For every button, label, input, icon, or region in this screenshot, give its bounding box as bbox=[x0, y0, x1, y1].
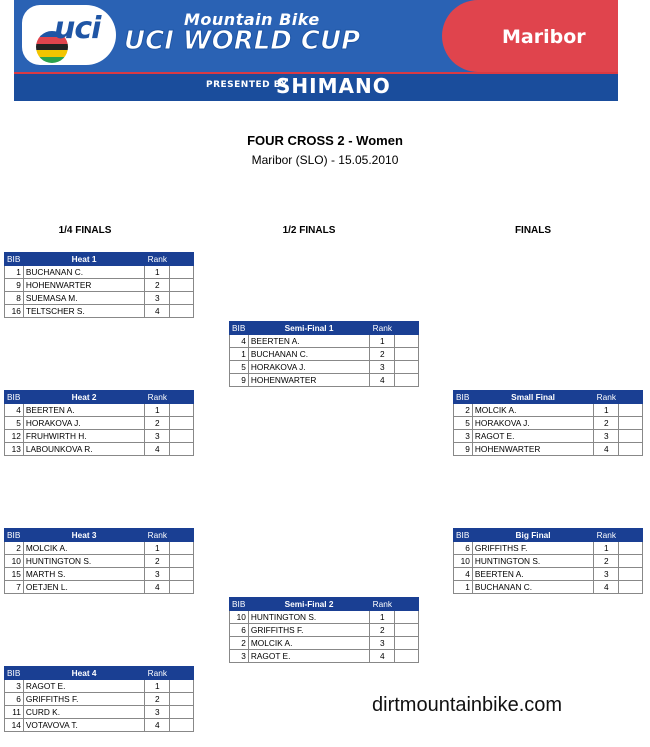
rank-cell: 1 bbox=[145, 404, 170, 417]
blank-cell bbox=[170, 443, 194, 456]
rank-header: Rank bbox=[145, 253, 170, 266]
bib-cell: 3 bbox=[454, 430, 473, 443]
bib-cell: 9 bbox=[230, 374, 249, 387]
table-row bbox=[5, 719, 194, 732]
table-row bbox=[454, 430, 643, 443]
rider-name-cell: TELTSCHER S. bbox=[23, 305, 144, 318]
heat-title: Big Final bbox=[472, 529, 593, 542]
results-table bbox=[453, 390, 643, 456]
rider-name-cell: RAGOT E. bbox=[248, 650, 369, 663]
venue-name: Maribor bbox=[502, 26, 586, 48]
blank-header-cell bbox=[170, 253, 194, 266]
results-table bbox=[4, 666, 194, 732]
blank-cell bbox=[170, 706, 194, 719]
results-table bbox=[453, 528, 643, 594]
rank-cell: 1 bbox=[145, 680, 170, 693]
results-table bbox=[4, 390, 194, 456]
table-row bbox=[5, 555, 194, 568]
semi-final-1-table bbox=[229, 321, 419, 387]
rank-cell: 1 bbox=[145, 542, 170, 555]
rider-name-cell: BEERTEN A. bbox=[23, 404, 144, 417]
blank-header-cell bbox=[170, 667, 194, 680]
table-row bbox=[230, 374, 419, 387]
rank-header: Rank bbox=[594, 391, 619, 404]
bib-cell: 8 bbox=[5, 292, 24, 305]
blank-cell bbox=[395, 374, 419, 387]
round-heading-quarter: 1/4 FINALS bbox=[58, 225, 112, 236]
bib-header: BIB bbox=[5, 253, 24, 266]
blank-cell bbox=[395, 637, 419, 650]
blank-cell bbox=[395, 650, 419, 663]
rider-name-cell: OETJEN L. bbox=[23, 581, 144, 594]
heat-table-1 bbox=[4, 252, 194, 318]
rider-name-cell: HOHENWARTER bbox=[248, 374, 369, 387]
bib-header: BIB bbox=[5, 529, 24, 542]
rider-name-cell: GRIFFITHS F. bbox=[472, 542, 593, 555]
bib-cell: 14 bbox=[5, 719, 24, 732]
bib-header: BIB bbox=[454, 529, 473, 542]
bib-cell: 6 bbox=[230, 624, 249, 637]
bib-cell: 2 bbox=[230, 637, 249, 650]
blank-cell bbox=[619, 443, 643, 456]
blank-cell bbox=[170, 292, 194, 305]
table-row bbox=[5, 693, 194, 706]
rank-cell: 2 bbox=[370, 624, 395, 637]
bib-header: BIB bbox=[230, 598, 249, 611]
rider-name-cell: BUCHANAN C. bbox=[23, 266, 144, 279]
heat-title: Heat 3 bbox=[23, 529, 144, 542]
rank-header: Rank bbox=[145, 667, 170, 680]
rider-name-cell: BEERTEN A. bbox=[248, 335, 369, 348]
rank-cell: 3 bbox=[370, 637, 395, 650]
sponsor-logo-text: SHIMANO bbox=[276, 74, 391, 98]
results-table bbox=[229, 597, 419, 663]
blank-cell bbox=[170, 404, 194, 417]
blank-cell bbox=[395, 335, 419, 348]
rank-cell: 2 bbox=[370, 348, 395, 361]
rank-cell: 3 bbox=[594, 568, 619, 581]
bib-cell: 10 bbox=[230, 611, 249, 624]
results-table bbox=[4, 528, 194, 594]
rider-name-cell: MOLCIK A. bbox=[23, 542, 144, 555]
rank-cell: 4 bbox=[145, 443, 170, 456]
rank-cell: 2 bbox=[145, 555, 170, 568]
bib-cell: 10 bbox=[454, 555, 473, 568]
table-row bbox=[230, 650, 419, 663]
blank-cell bbox=[170, 266, 194, 279]
table-row bbox=[5, 404, 194, 417]
blank-cell bbox=[395, 624, 419, 637]
rank-cell: 4 bbox=[594, 443, 619, 456]
semi-final-2-table bbox=[229, 597, 419, 663]
table-row bbox=[5, 305, 194, 318]
table-row bbox=[454, 443, 643, 456]
bib-cell: 3 bbox=[5, 680, 24, 693]
page-title: FOUR CROSS 2 - Women bbox=[247, 133, 403, 148]
bib-cell: 4 bbox=[230, 335, 249, 348]
presented-by: PRESENTED BY bbox=[206, 80, 288, 90]
rank-header: Rank bbox=[594, 529, 619, 542]
page-subtitle: Maribor (SLO) - 15.05.2010 bbox=[251, 153, 399, 167]
bib-header: BIB bbox=[5, 667, 24, 680]
rider-name-cell: BUCHANAN C. bbox=[248, 348, 369, 361]
blank-header-cell bbox=[395, 322, 419, 335]
blank-header-cell bbox=[619, 529, 643, 542]
table-header-row bbox=[5, 667, 194, 680]
rank-cell: 2 bbox=[145, 279, 170, 292]
round-heading-final: FINALS bbox=[514, 225, 552, 236]
rider-name-cell: HUNTINGTON S. bbox=[248, 611, 369, 624]
blank-cell bbox=[619, 430, 643, 443]
bib-cell: 3 bbox=[230, 650, 249, 663]
table-row bbox=[5, 443, 194, 456]
rank-cell: 4 bbox=[145, 719, 170, 732]
rank-header: Rank bbox=[145, 529, 170, 542]
rank-cell: 3 bbox=[145, 568, 170, 581]
table-row bbox=[5, 430, 194, 443]
rider-name-cell: BUCHANAN C. bbox=[472, 581, 593, 594]
heat-title: Heat 4 bbox=[23, 667, 144, 680]
table-row bbox=[230, 335, 419, 348]
table-row bbox=[5, 568, 194, 581]
rider-name-cell: RAGOT E. bbox=[23, 680, 144, 693]
bib-cell: 1 bbox=[230, 348, 249, 361]
bib-header: BIB bbox=[5, 391, 24, 404]
rank-cell: 4 bbox=[145, 305, 170, 318]
venue-badge bbox=[442, 0, 618, 72]
table-header-row bbox=[454, 391, 643, 404]
bib-cell: 6 bbox=[454, 542, 473, 555]
rank-cell: 3 bbox=[145, 706, 170, 719]
heat-title: Semi-Final 2 bbox=[248, 598, 369, 611]
table-row bbox=[230, 361, 419, 374]
table-row bbox=[230, 611, 419, 624]
bib-cell: 5 bbox=[454, 417, 473, 430]
bib-cell: 11 bbox=[5, 706, 24, 719]
big-final-table bbox=[453, 528, 643, 594]
rider-name-cell: HUNTINGTON S. bbox=[23, 555, 144, 568]
table-row bbox=[5, 542, 194, 555]
blank-cell bbox=[619, 581, 643, 594]
rider-name-cell: HOHENWARTER bbox=[472, 443, 593, 456]
bib-cell: 15 bbox=[5, 568, 24, 581]
rider-name-cell: HUNTINGTON S. bbox=[472, 555, 593, 568]
rank-header: Rank bbox=[370, 598, 395, 611]
rank-cell: 2 bbox=[145, 417, 170, 430]
blank-cell bbox=[170, 542, 194, 555]
blank-cell bbox=[170, 430, 194, 443]
blank-cell bbox=[619, 404, 643, 417]
bib-cell: 2 bbox=[5, 542, 24, 555]
rider-name-cell: HORAKOVA J. bbox=[248, 361, 369, 374]
bib-cell: 1 bbox=[454, 581, 473, 594]
round-heading-semi: 1/2 FINALS bbox=[282, 225, 336, 236]
table-row bbox=[454, 568, 643, 581]
table-row bbox=[5, 292, 194, 305]
rider-name-cell: GRIFFITHS F. bbox=[23, 693, 144, 706]
bib-cell: 2 bbox=[454, 404, 473, 417]
blank-cell bbox=[170, 305, 194, 318]
heat-title: Small Final bbox=[472, 391, 593, 404]
rank-cell: 3 bbox=[145, 430, 170, 443]
table-header-row bbox=[230, 598, 419, 611]
bib-cell: 9 bbox=[5, 279, 24, 292]
table-row bbox=[5, 417, 194, 430]
rank-cell: 4 bbox=[370, 374, 395, 387]
rank-cell: 1 bbox=[370, 611, 395, 624]
table-row bbox=[5, 266, 194, 279]
blank-header-cell bbox=[170, 529, 194, 542]
rider-name-cell: VOTAVOVA T. bbox=[23, 719, 144, 732]
table-row bbox=[230, 348, 419, 361]
rank-cell: 4 bbox=[594, 581, 619, 594]
rider-name-cell: SUEMASA M. bbox=[23, 292, 144, 305]
bib-cell: 4 bbox=[5, 404, 24, 417]
blank-cell bbox=[619, 568, 643, 581]
rank-cell: 2 bbox=[145, 693, 170, 706]
rank-cell: 4 bbox=[370, 650, 395, 663]
blank-header-cell bbox=[170, 391, 194, 404]
rider-name-cell: RAGOT E. bbox=[472, 430, 593, 443]
rank-header: Rank bbox=[145, 391, 170, 404]
rider-name-cell: MOLCIK A. bbox=[472, 404, 593, 417]
blank-cell bbox=[170, 581, 194, 594]
blank-header-cell bbox=[619, 391, 643, 404]
table-row bbox=[454, 542, 643, 555]
bib-cell: 4 bbox=[454, 568, 473, 581]
table-row bbox=[5, 279, 194, 292]
table-row bbox=[454, 417, 643, 430]
rider-name-cell: MARTH S. bbox=[23, 568, 144, 581]
rider-name-cell: LABOUNKOVA R. bbox=[23, 443, 144, 456]
blank-cell bbox=[619, 542, 643, 555]
table-header-row bbox=[5, 529, 194, 542]
blank-cell bbox=[395, 611, 419, 624]
table-row bbox=[230, 637, 419, 650]
rider-name-cell: BEERTEN A. bbox=[472, 568, 593, 581]
table-row bbox=[5, 581, 194, 594]
small-final-table bbox=[453, 390, 643, 456]
heat-title: Heat 1 bbox=[23, 253, 144, 266]
rank-header: Rank bbox=[370, 322, 395, 335]
results-table bbox=[4, 252, 194, 318]
rank-cell: 2 bbox=[594, 555, 619, 568]
bib-cell: 5 bbox=[230, 361, 249, 374]
blank-header-cell bbox=[395, 598, 419, 611]
heat-table-4 bbox=[4, 666, 194, 732]
table-header-row bbox=[5, 391, 194, 404]
bib-cell: 1 bbox=[5, 266, 24, 279]
series-line2: UCI WORLD CUP bbox=[124, 26, 361, 56]
table-row bbox=[454, 404, 643, 417]
bib-cell: 6 bbox=[5, 693, 24, 706]
rank-cell: 1 bbox=[145, 266, 170, 279]
rider-name-cell: HOHENWARTER bbox=[23, 279, 144, 292]
blank-cell bbox=[170, 568, 194, 581]
rank-cell: 1 bbox=[370, 335, 395, 348]
blank-cell bbox=[170, 693, 194, 706]
rank-cell: 3 bbox=[145, 292, 170, 305]
bib-cell: 16 bbox=[5, 305, 24, 318]
blank-cell bbox=[395, 348, 419, 361]
rank-cell: 1 bbox=[594, 404, 619, 417]
table-row bbox=[5, 706, 194, 719]
table-header-row bbox=[5, 253, 194, 266]
rank-cell: 3 bbox=[594, 430, 619, 443]
event-banner bbox=[14, 0, 618, 101]
rider-name-cell: HORAKOVA J. bbox=[23, 417, 144, 430]
bib-cell: 10 bbox=[5, 555, 24, 568]
rider-name-cell: CURD K. bbox=[23, 706, 144, 719]
bib-cell: 9 bbox=[454, 443, 473, 456]
blank-cell bbox=[619, 417, 643, 430]
uci-logo-text: uci bbox=[54, 11, 101, 46]
rider-name-cell: FRUHWIRTH H. bbox=[23, 430, 144, 443]
heat-title: Heat 2 bbox=[23, 391, 144, 404]
bib-cell: 12 bbox=[5, 430, 24, 443]
bib-cell: 7 bbox=[5, 581, 24, 594]
blank-cell bbox=[170, 719, 194, 732]
rank-cell: 3 bbox=[370, 361, 395, 374]
rider-name-cell: HORAKOVA J. bbox=[472, 417, 593, 430]
bib-cell: 5 bbox=[5, 417, 24, 430]
table-header-row bbox=[230, 322, 419, 335]
rank-cell: 4 bbox=[145, 581, 170, 594]
table-row bbox=[5, 680, 194, 693]
watermark: dirtmountainbike.com bbox=[372, 694, 563, 716]
bib-header: BIB bbox=[454, 391, 473, 404]
rank-cell: 2 bbox=[594, 417, 619, 430]
blank-cell bbox=[619, 555, 643, 568]
table-row bbox=[454, 555, 643, 568]
heat-table-2 bbox=[4, 390, 194, 456]
bib-header: BIB bbox=[230, 322, 249, 335]
results-table bbox=[229, 321, 419, 387]
bib-cell: 13 bbox=[5, 443, 24, 456]
blank-cell bbox=[170, 680, 194, 693]
table-header-row bbox=[454, 529, 643, 542]
series-line1: Mountain Bike bbox=[184, 10, 320, 29]
rank-cell: 1 bbox=[594, 542, 619, 555]
blank-cell bbox=[170, 279, 194, 292]
heat-title: Semi-Final 1 bbox=[248, 322, 369, 335]
rider-name-cell: MOLCIK A. bbox=[248, 637, 369, 650]
heat-table-3 bbox=[4, 528, 194, 594]
blank-cell bbox=[395, 361, 419, 374]
table-row bbox=[230, 624, 419, 637]
rider-name-cell: GRIFFITHS F. bbox=[248, 624, 369, 637]
blank-cell bbox=[170, 555, 194, 568]
blank-cell bbox=[170, 417, 194, 430]
table-row bbox=[454, 581, 643, 594]
uci-logo bbox=[22, 5, 116, 65]
